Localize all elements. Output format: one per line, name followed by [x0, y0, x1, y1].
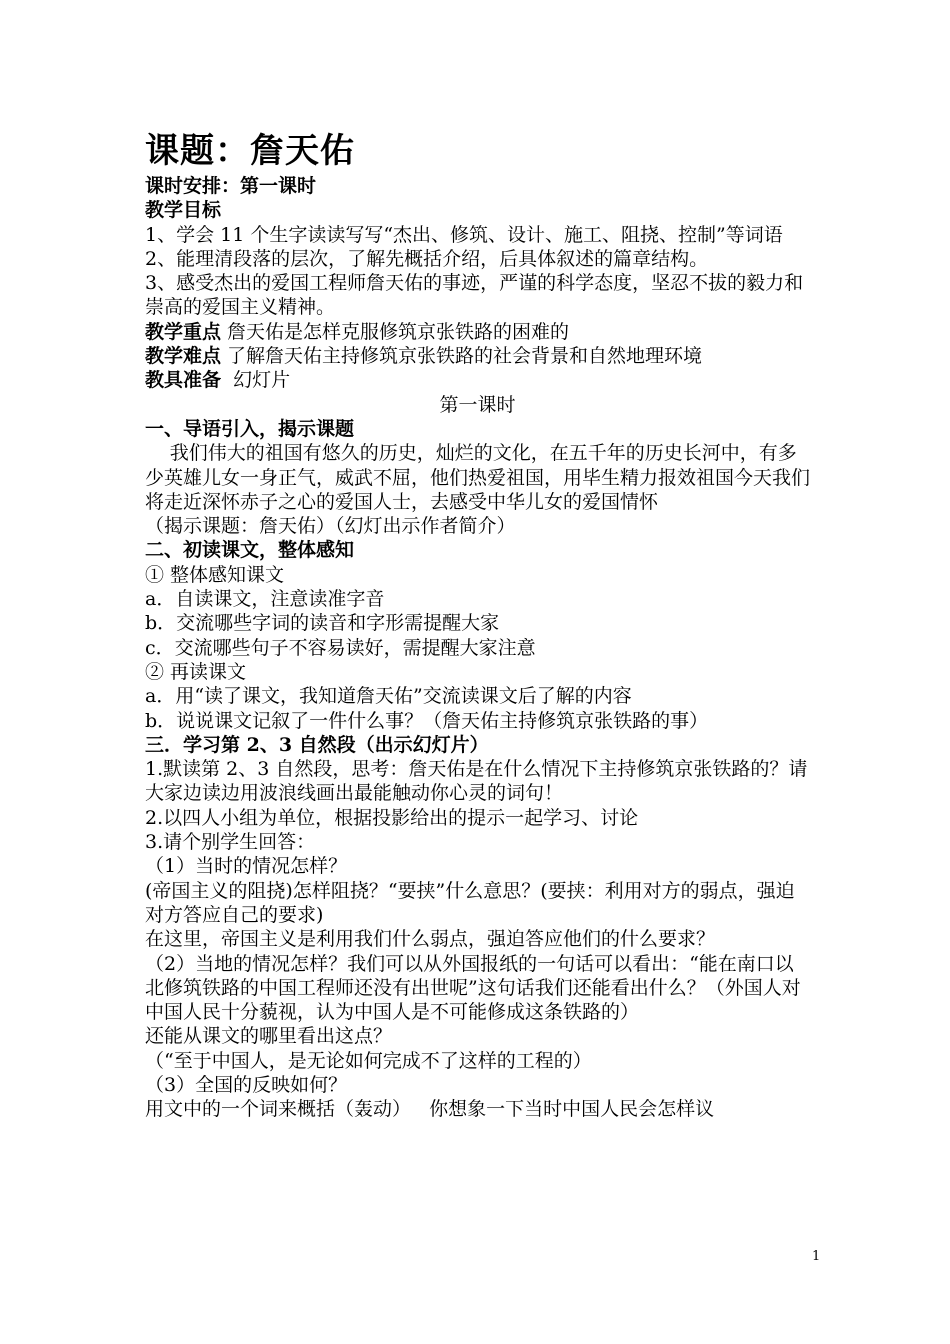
s2-item1: ① 整体感知课文 [145, 563, 285, 586]
question-1: （1）当时的情况怎样？ [145, 855, 348, 878]
s2-item2: ② 再读课文 [145, 660, 247, 683]
s2-item2-b: b．说说课文记叙了一件什么事？（詹天佑主持修筑京张铁路的事） [145, 709, 709, 732]
difficulty-line [145, 344, 810, 368]
difficulty-text: 了解詹天佑主持修筑京张铁路的社会背景和自然地理环境 [221, 345, 703, 368]
question-2-answer: （“至于中国人，是无论如何完成不了这样的工程的） [145, 1049, 592, 1072]
goal-3: 3、感受杰出的爱国工程师詹天佑的事迹，严谨的科学态度，坚忍不拔的毅力和崇高的爱国主义精神。 [145, 272, 804, 319]
lesson-heading: 第一课时 [439, 393, 516, 416]
s3-step3: 3.请个别学生回答： [145, 831, 316, 854]
difficulty-label: 教学难点 [145, 345, 222, 368]
s2-item1-b: b．交流哪些字词的读音和字形需提醒大家 [145, 612, 500, 635]
section1-heading: 一、导语引入，揭示课题 [145, 417, 355, 440]
page-number: 1 [812, 1249, 821, 1264]
key-point-label: 教学重点 [145, 320, 222, 343]
question-2-follow: 还能从课文的哪里看出这点？ [145, 1025, 393, 1048]
s2-item1-a: a．自读课文，注意读准字音 [145, 588, 385, 611]
s2-item1-c: c．交流哪些句子不容易读好，需提醒大家注意 [145, 636, 536, 659]
key-point-text: 詹天佑是怎样克服修筑京张铁路的困难的 [221, 320, 570, 343]
question-1-answer: (帝国主义的阻挠)怎样阻挠？“要挟”什么意思？(要挟：利用对方的弱点，强迫对方答应自己的要求) [145, 879, 795, 926]
section2-heading: 二、初读课文，整体感知 [145, 539, 355, 562]
s3-step1: 1.默读第 2、3 自然段，思考：詹天佑是在什么情况下主持修筑京张铁路的？请大家边读边用波浪线画出最能触动你心灵的词句！ [145, 758, 808, 805]
goal-1: 1、学会 11 个生字读读写写“杰出、修筑、设计、施工、阻挠、控制”等词语 [145, 223, 783, 246]
tools-label: 教具准备 [145, 369, 222, 392]
key-point-line [145, 320, 810, 344]
question-2: （2）当地的情况怎样？我们可以从外国报纸的一句话可以看出：“能在南口以北修筑铁路的中国工程师还没有出世呢”这句话我们还能看出什么？（外国人对中国人民十分藐视，认为中国人是不可能修成这条铁路的） [145, 952, 801, 1024]
question-3: （3）全国的反映如何？ [145, 1073, 348, 1096]
section1-paragraph: 我们伟大的祖国有悠久的历史，灿烂的文化，在五千年的历史长河中，有多少英雄儿女一身正气，威武不屈，他们热爱祖国，用毕生精力报效祖国今天我们将走近深怀赤子之心的爱国人士，去感受中华儿女的爱国情怀 [145, 442, 811, 513]
section1-note: （揭示课题：詹天佑）（幻灯出示作者简介） [145, 515, 516, 538]
lesson-title: 课题：詹天佑 [145, 131, 355, 171]
s3-step2: 2.以四人小组为单位，根据投影给出的提示一起学习、讨论 [145, 806, 639, 829]
document-page [145, 128, 810, 1122]
tools-text: 幻灯片 [221, 369, 291, 392]
question-1-follow: 在这里，帝国主义是利用我们什么弱点，强迫答应他们的什么要求？ [145, 928, 716, 951]
tools-line [145, 368, 810, 392]
s2-item2-a: a．用“读了课文，我知道詹天佑”交流读课文后了解的内容 [145, 685, 632, 708]
question-3-text: 用文中的一个词来概括（轰动） 你想象一下当时中国人民会怎样议 [145, 1098, 715, 1121]
section3-heading: 三．学习第 2、3 自然段（出示幻灯片） [145, 733, 489, 756]
goal-2: 2、能理清段落的层次，了解先概括介绍，后具体叙述的篇章结构。 [145, 247, 709, 270]
goals-heading: 教学目标 [145, 199, 222, 222]
schedule-line: 课时安排：第一课时 [145, 175, 317, 197]
